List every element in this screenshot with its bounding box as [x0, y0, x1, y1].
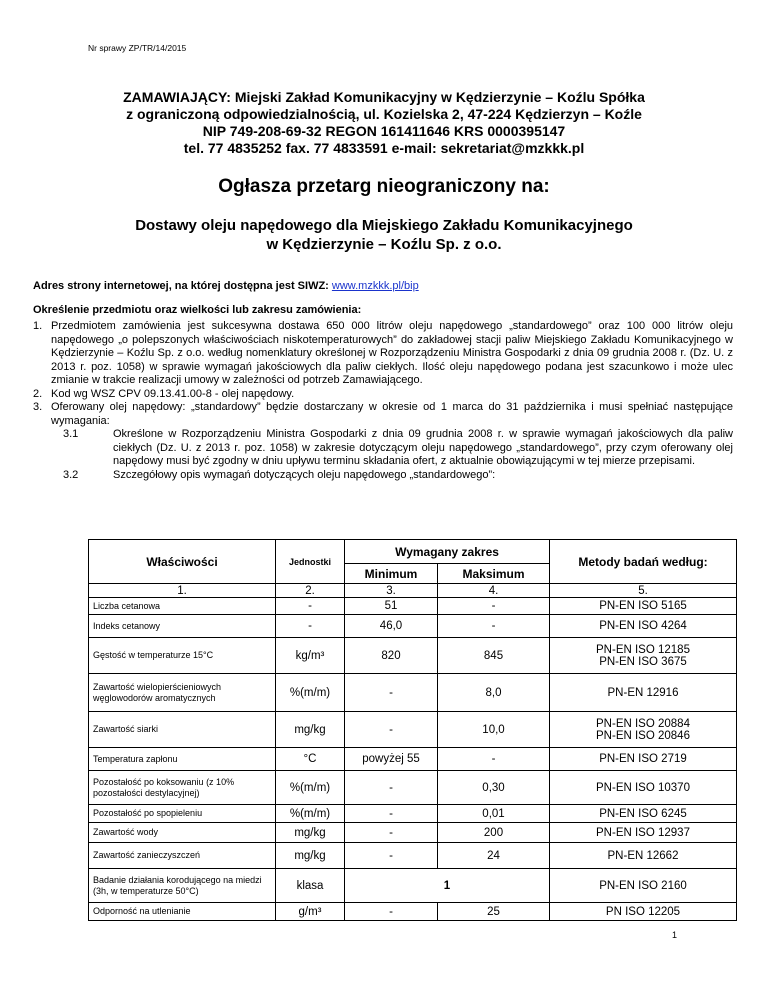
cell-method: PN-EN ISO 6245 [550, 805, 737, 823]
cell-property: Zawartość siarki [89, 712, 276, 748]
list-item-number: 2. [33, 387, 43, 400]
cell-unit: mg/kg [276, 823, 345, 843]
sub-list-item-number: 3.1 [63, 428, 79, 440]
cell-unit: - [276, 598, 345, 615]
cell-min: 51 [345, 598, 438, 615]
cell-unit: %(m/m) [276, 771, 345, 805]
cell-unit: %(m/m) [276, 674, 345, 712]
cell-method: PN-EN ISO 2160 [550, 869, 737, 903]
cell-unit: %(m/m) [276, 805, 345, 823]
sub-list-item [33, 428, 733, 469]
cell-unit: - [276, 615, 345, 638]
header-range: Wymagany zakres [345, 540, 550, 564]
page-title: Ogłasza przetarg nieograniczony na: [218, 176, 550, 197]
sub-list-item-number: 3.2 [63, 468, 79, 481]
sub-list-item-text: Określone w Rozporządzeniu Ministra Gospodarki z dnia 09 grudnia 2008 r. w sprawie wymagań jakościowych dla paliw ciekłych (Dz. U. z 2013 r. poz. 1058) w zakresie dotyczącym oleju napędowego „standardowego”, przy czym oferowany olej napędowy musi być zgodny w dniu upływu terminu składania ofert, z aktualnie obowiązującymi w tej mierze przepisami. [113, 428, 733, 467]
cell-max: 10,0 [438, 712, 550, 748]
cell-unit: mg/kg [276, 712, 345, 748]
tender-subject [60, 216, 708, 254]
list-item [33, 320, 733, 388]
cell-method: PN-EN ISO 5165 [550, 598, 737, 615]
cell-property: Pozostałość po spopieleniu [89, 805, 276, 823]
cell-max: 200 [438, 823, 550, 843]
table-row [89, 638, 737, 674]
cell-min: powyżej 55 [345, 748, 438, 771]
cell-property: Liczba cetanowa [89, 598, 276, 615]
ordering-party-address: z ograniczoną odpowiedzialnością, ul. Kozielska 2, 47-224 Kędzierzyn – Koźle [126, 106, 642, 122]
ordering-party-contact: tel. 77 4835252 fax. 77 4833591 e-mail: sekretariat@mzkkk.pl [183, 140, 585, 156]
table-row [89, 598, 737, 615]
ordering-party [60, 89, 708, 157]
method-line: PN-EN ISO 20846 [596, 729, 690, 742]
colnum-max: 4. [438, 584, 550, 598]
cell-unit: kg/m³ [276, 638, 345, 674]
list-item-text: Przedmiotem zamówienia jest sukcesywna dostawa 650 000 litrów oleju napędowego „standardowego” oraz 100 000 litrów oleju napędowego „o polepszonych właściwościach niskotemperaturowych” do zakładowej stacji paliw Miejskiego Zakładu Komunikacyjnego w Kędzierzynie – Koźlu Sp. z o.o. według nomenklatury określonej w Rozporządzeniu Ministra Gospodarki z dnia 09 grudnia 2008 r. (Dz. U. z 2013 r. poz. 1058) w sprawie wymagań jakościowych dla paliw ciekłych. Ilość oleju napędowego podana jest szacunkowo i może ulec zmianie w trakcie realizacji umowy w zależności od potrzeb Zamawiającego. [51, 320, 733, 386]
cell-max: 845 [438, 638, 550, 674]
cell-min: - [345, 771, 438, 805]
requirements-table [88, 539, 737, 921]
cell-property: Zawartość wielopierścieniowych węglowodorów aromatycznych [89, 674, 276, 712]
cell-unit: °C [276, 748, 345, 771]
list-item-text: Kod wg WSZ CPV 09.13.41.00-8 - olej napędowy. [51, 387, 295, 400]
table-row [89, 903, 737, 921]
header-min: Minimum [345, 564, 438, 584]
cell-method: PN-EN ISO 12937 [550, 823, 737, 843]
cell-method: PN-EN 12662 [550, 843, 737, 869]
colnum-methods: 5. [550, 584, 737, 598]
header-unit: Jednostki [276, 540, 345, 584]
table-row [89, 869, 737, 903]
scope-heading: Określenie przedmiotu oraz wielkości lub zakresu zamówienia: [33, 304, 362, 316]
table-row [89, 771, 737, 805]
cell-min: - [345, 712, 438, 748]
tender-subject-line: w Kędzierzynie – Koźlu Sp. z o.o. [266, 236, 502, 253]
table-row [89, 823, 737, 843]
cell-property: Zawartość zanieczyszczeń [89, 843, 276, 869]
table-row [89, 615, 737, 638]
cell-min: 820 [345, 638, 438, 674]
siwz-label: Adres strony internetowej, na której dostępna jest SIWZ: [33, 280, 329, 292]
page-number: 1 [672, 930, 678, 940]
cell-method: PN-EN ISO 2719 [550, 748, 737, 771]
ordering-party-ids: NIP 749-208-69-32 REGON 161411646 KRS 0000395147 [202, 123, 566, 139]
colnum-property: 1. [89, 584, 276, 598]
list-item-text: Oferowany olej napędowy: „standardowy” będzie dostarczany w okresie od 1 marca do 31 października i musi spełniać następujące wymagania: [51, 401, 733, 427]
header-max: Maksimum [438, 564, 550, 584]
cell-method: PN-EN ISO 10370 [550, 771, 737, 805]
cell-property: Indeks cetanowy [89, 615, 276, 638]
list-item-number: 3. [33, 401, 43, 413]
cell-method: PN-EN ISO 4264 [550, 615, 737, 638]
scope-list [33, 320, 733, 482]
cell-min: - [345, 674, 438, 712]
cell-min: - [345, 903, 438, 921]
list-item-number: 1. [33, 320, 43, 332]
cell-method [550, 712, 737, 748]
table-row [89, 712, 737, 748]
cell-min: - [345, 805, 438, 823]
header-methods: Metody badań według: [550, 540, 737, 584]
cell-property: Temperatura zapłonu [89, 748, 276, 771]
cell-min: 46,0 [345, 615, 438, 638]
colnum-unit: 2. [276, 584, 345, 598]
list-item [33, 401, 733, 428]
colnum-min: 3. [345, 584, 438, 598]
cell-max: 0,01 [438, 805, 550, 823]
cell-property: Pozostałość po koksowaniu (z 10% pozostałości destylacyjnej) [89, 771, 276, 805]
case-number: Nr sprawy ZP/TR/14/2015 [88, 43, 187, 53]
cell-unit: mg/kg [276, 843, 345, 869]
cell-max: - [438, 748, 550, 771]
sub-list-item-text: Szczegółowy opis wymagań dotyczących oleju napędowego „standardowego”: [113, 468, 496, 481]
method-line: PN-EN ISO 12185 [596, 643, 690, 656]
cell-range: 1 [345, 869, 550, 903]
cell-max: 24 [438, 843, 550, 869]
cell-unit: g/m³ [276, 903, 345, 921]
cell-method [550, 638, 737, 674]
cell-property: Odporność na utlenianie [89, 903, 276, 921]
cell-max: - [438, 615, 550, 638]
cell-min: - [345, 823, 438, 843]
cell-property: Zawartość wody [89, 823, 276, 843]
siwz-line [33, 280, 419, 292]
cell-unit: klasa [276, 869, 345, 903]
method-line: PN-EN ISO 20884 [596, 717, 690, 730]
list-item [33, 388, 733, 402]
column-number-row [89, 584, 737, 598]
table-header-row [89, 540, 737, 564]
table-row [89, 843, 737, 869]
cell-max: 0,30 [438, 771, 550, 805]
tender-subject-line: Dostawy oleju napędowego dla Miejskiego Zakładu Komunikacyjnego [135, 217, 633, 234]
cell-max: - [438, 598, 550, 615]
cell-min: - [345, 843, 438, 869]
method-line: PN-EN ISO 3675 [599, 655, 687, 668]
siwz-link[interactable]: www.mzkkk.pl/bip [331, 280, 419, 292]
header-property: Właściwości [89, 540, 276, 584]
table-row [89, 748, 737, 771]
cell-property: Gęstość w temperaturze 15°C [89, 638, 276, 674]
cell-method: PN-EN 12916 [550, 674, 737, 712]
cell-property: Badanie działania korodującego na miedzi (3h, w temperaturze 50°C) [89, 869, 276, 903]
table-row [89, 805, 737, 823]
sub-list-item [33, 469, 733, 483]
cell-max: 25 [438, 903, 550, 921]
cell-max: 8,0 [438, 674, 550, 712]
ordering-party-line: ZAMAWIAJĄCY: Miejski Zakład Komunikacyjny w Kędzierzynie – Koźlu Spółka [123, 89, 645, 105]
cell-method: PN ISO 12205 [550, 903, 737, 921]
table-row [89, 674, 737, 712]
